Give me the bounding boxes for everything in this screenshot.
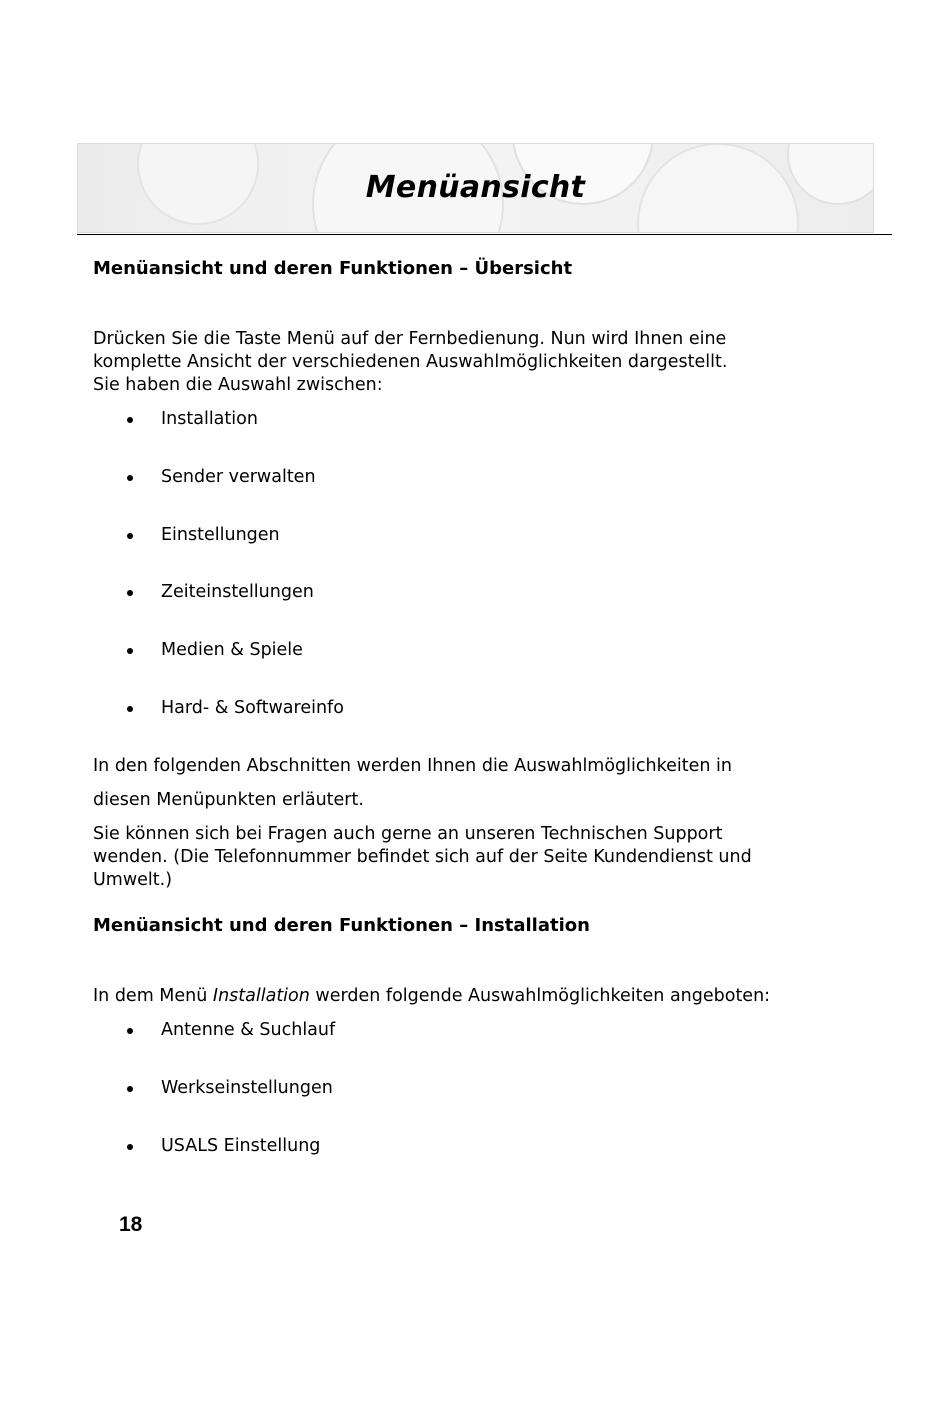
intro-text-menu-name: Installation xyxy=(212,986,310,1006)
bullet-icon xyxy=(127,417,133,423)
page-title: Menüansicht xyxy=(365,170,586,205)
list-item-label: Einstellungen xyxy=(161,524,280,545)
support-info-text: Sie können sich bei Fragen auch gerne an unseren Technischen Support wenden. (Die Telefonnummer befindet sich auf der Seite Kundendienst und Umwelt.) xyxy=(93,824,752,890)
bullet-icon xyxy=(127,533,133,539)
overview-intro-text: Drücken Sie die Taste Menü auf der Fernbedienung. Nun wird Ihnen eine komplette Ansicht der verschiedenen Auswahlmöglichkeiten dargestellt. Sie haben die Auswahl zwischen: xyxy=(93,329,728,395)
section-heading-overview: Menüansicht und deren Funktionen – Übersicht xyxy=(93,258,573,279)
list-item-label: Installation xyxy=(161,409,258,429)
bullet-icon xyxy=(127,706,133,712)
page-header-banner xyxy=(77,143,874,233)
bullet-icon xyxy=(127,648,133,654)
list-item xyxy=(93,697,853,720)
section-heading-installation: Menüansicht und deren Funktionen – Installation xyxy=(93,915,590,936)
list-item-label: Hard- & Softwareinfo xyxy=(161,697,344,718)
list-item-label: Sender verwalten xyxy=(161,466,316,487)
intro-text-end: werden folgende Auswahlmöglichkeiten angeboten: xyxy=(309,986,771,1006)
bullet-icon xyxy=(127,590,133,596)
bullet-icon xyxy=(127,1028,133,1034)
page-number: 18 xyxy=(119,1213,143,1236)
list-item-label: USALS Einstellung xyxy=(161,1135,321,1156)
menu-options-list xyxy=(93,408,853,755)
bullet-icon xyxy=(127,475,133,481)
list-item xyxy=(93,581,853,604)
list-item-label: Zeiteinstellungen xyxy=(161,582,314,603)
bullet-icon xyxy=(127,1086,133,1092)
list-item xyxy=(93,1077,853,1100)
sections-explanation-line2: diesen Menüpunkten erläutert. xyxy=(93,790,364,810)
installation-options-list xyxy=(93,1019,853,1192)
bullet-icon xyxy=(127,1144,133,1150)
list-item xyxy=(93,524,853,547)
header-divider xyxy=(77,234,892,235)
sections-explanation-line1: In den folgenden Abschnitten werden Ihnen die Auswahlmöglichkeiten in xyxy=(93,756,732,776)
list-item-label: Medien & Spiele xyxy=(161,640,303,661)
list-item-label: Werkseinstellungen xyxy=(161,1077,333,1098)
list-item xyxy=(93,639,853,662)
list-item xyxy=(93,466,853,489)
installation-intro-text xyxy=(93,985,853,1008)
list-item xyxy=(93,1135,853,1158)
intro-text-start: In dem Menü xyxy=(93,986,213,1006)
list-item xyxy=(93,1019,853,1042)
list-item-label: Antenne & Suchlauf xyxy=(161,1020,336,1040)
list-item xyxy=(93,408,853,431)
